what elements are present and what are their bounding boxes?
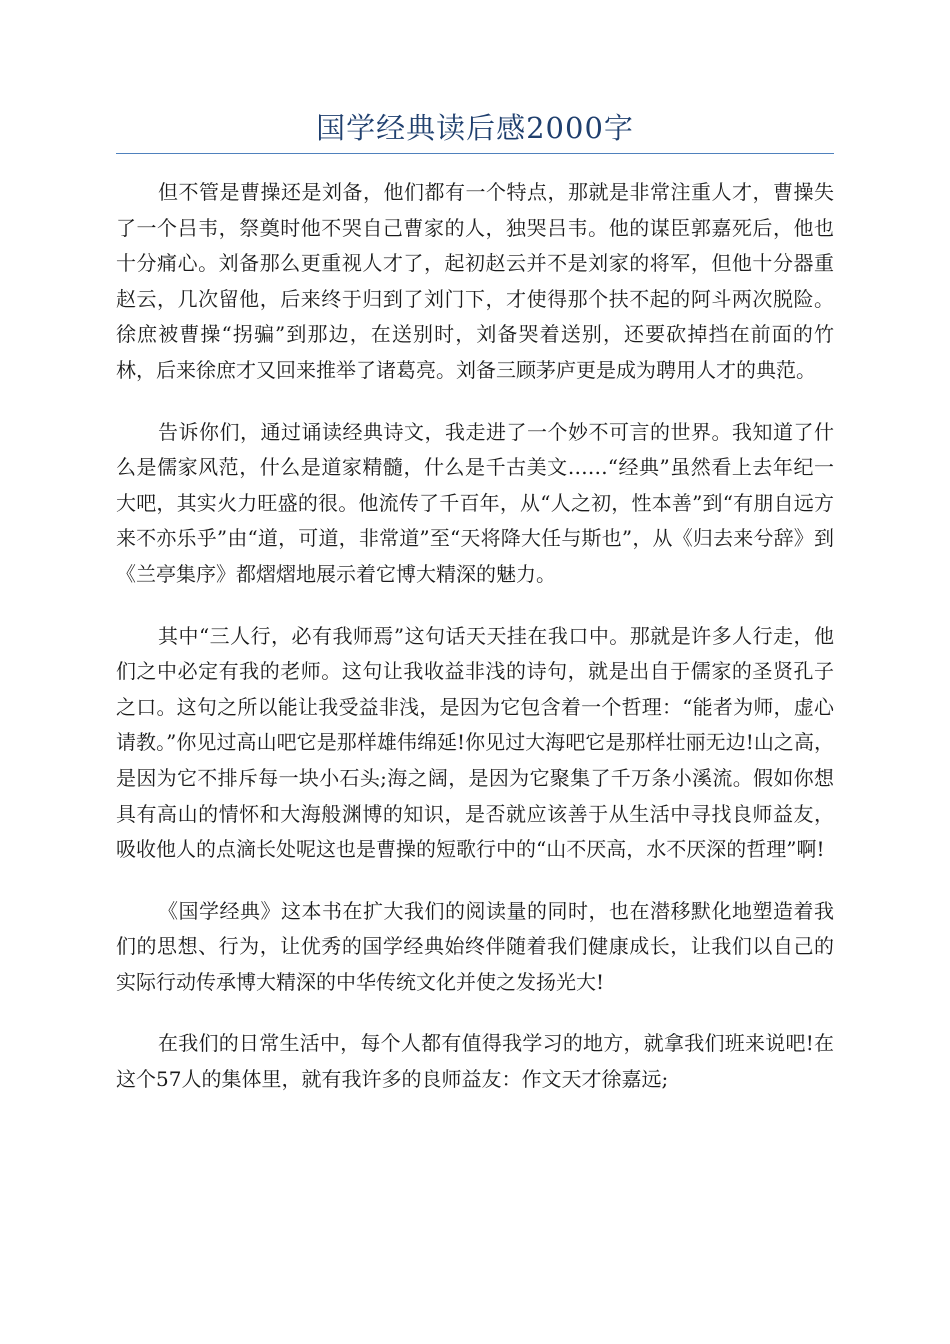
- document-body: [116, 175, 834, 1124]
- paragraph-1: 但不管是曹操还是刘备，他们都有一个特点，那就是非常注重人才，曹操失了一个吕韦，祭奠时他不哭自己曹家的人，独哭吕韦。他的谋臣郭嘉死后，他也十分痛心。刘备那么更重视人才了，起初赵云并不是刘家的将军，但他十分器重赵云，几次留他，后来终于归到了刘门下，才使得那个扶不起的阿斗两次脱险。徐庶被曹操“拐骗”到那边，在送别时，刘备哭着送别，还要砍掉挡在前面的竹林，后来徐庶才又回来推举了诸葛亮。刘备三顾茅庐更是成为聘用人才的典范。: [116, 180, 834, 382]
- title-underline: [116, 153, 834, 154]
- paragraph-2: 告诉你们，通过诵读经典诗文，我走进了一个妙不可言的世界。我知道了什么是儒家风范，什么是道家精髓，什么是千古美文……“经典”虽然看上去年纪一大吧，其实火力旺盛的很。他流传了千百年，从“人之初，性本善”到“有朋自远方来不亦乐乎”由“道，可道，非常道”至“天将降大任与斯也”，从《归去来兮辞》到《兰亭集序》都熠熠地展示着它博大精深的魅力。: [116, 419, 834, 586]
- paragraph-5: 在我们的日常生活中，每个人都有值得我学习的地方，就拿我们班来说吧!在这个57人的集体里，就有我许多的良师益友：作文天才徐嘉远;: [116, 1031, 834, 1092]
- paragraph-4: 《国学经典》这本书在扩大我们的阅读量的同时，也在潜移默化地塑造着我们的思想、行为，让优秀的国学经典始终伴随着我们健康成长，让我们以自己的实际行动传承博大精深的中华传统文化并使之发扬光大!: [116, 898, 834, 994]
- document-title: 国学经典读后感2000字: [316, 111, 634, 145]
- paragraph-3: 其中“三人行，必有我师焉”这句话天天挂在我口中。那就是许多人行走，他们之中必定有我的老师。这句让我收益非浅的诗句，就是出自于儒家的圣贤孔子之口。这句之所以能让我受益非浅，是因为它包含着一个哲理：“能者为师，虚心请教。”你见过高山吧它是那样雄伟绵延!你见过大海吧它是那样壮丽无边!山之高，是因为它不排斥每一块小石头;海之阔，是因为它聚集了千万条小溪流。假如你想具有高山的情怀和大海般渊博的知识，是否就应该善于从生活中寻找良师益友，吸收他人的点滴长处呢这也是曹操的短歌行中的“山不厌高，水不厌深的哲理”啊!: [116, 623, 834, 862]
